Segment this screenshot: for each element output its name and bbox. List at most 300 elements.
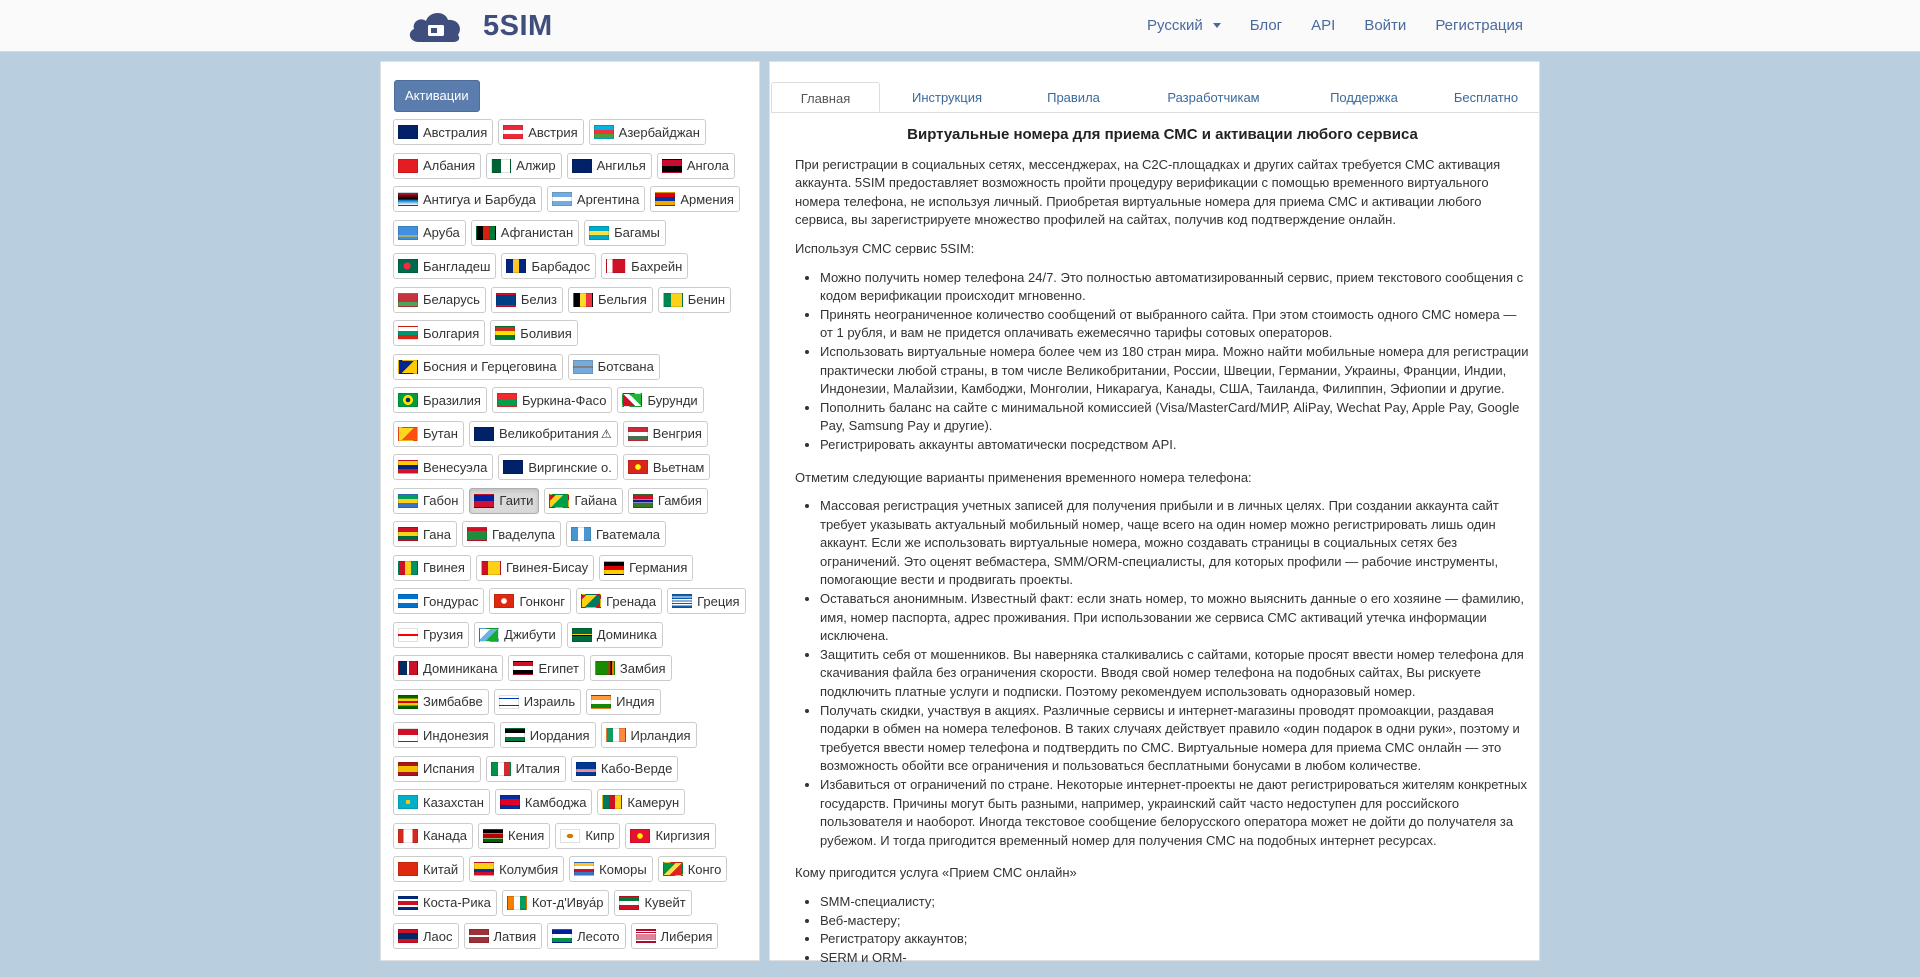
country-row <box>393 856 753 883</box>
country-label: Болгария <box>423 325 480 341</box>
country-button[interactable] <box>544 488 622 514</box>
country-button[interactable] <box>393 823 473 849</box>
country-button[interactable] <box>393 722 495 748</box>
flag-hu-icon <box>628 427 648 441</box>
country-button[interactable] <box>393 488 464 514</box>
country-button[interactable] <box>601 253 688 279</box>
list-item: • Избавиться от ограничений по стране. Некоторые интернет-проекты не дают регистрироваться жителям конкретных государств. Причины могут быть разными, например, украинский сайт часто недоступен для российского пользователя и наоборот. Иногда текстовое сообщение белорусского оператора может не дойти до получателя за рубежом. И тогда пригодится временный номер для получения СМС на подобных интернет ресурсах. <box>820 776 1530 850</box>
country-label: Гайана <box>574 493 617 508</box>
tab-item[interactable]: Разработчикам <box>1167 90 1260 105</box>
country-button[interactable] <box>571 756 678 782</box>
flag-bw-icon <box>573 360 593 374</box>
language-label: Русский <box>1147 17 1203 34</box>
country-button[interactable] <box>586 689 660 715</box>
nav-api-link[interactable]: API <box>1311 17 1336 34</box>
country-label: Афганистан <box>500 225 574 240</box>
flag-cr-icon <box>398 896 418 910</box>
flag-il-icon <box>499 695 519 709</box>
flag-gn-icon <box>398 561 418 575</box>
article-title: Виртуальные номера для приема СМС и активации любого сервиса <box>907 126 1418 143</box>
country-button[interactable] <box>623 454 711 480</box>
country-button[interactable] <box>502 890 610 916</box>
flag-gy-icon <box>549 494 569 508</box>
flag-bb-icon <box>506 259 526 273</box>
country-label: Бурунди <box>647 392 698 408</box>
flag-gh-icon <box>398 527 418 541</box>
country-label: Индия <box>616 694 655 709</box>
flag-az-icon <box>594 125 614 139</box>
country-label: Кот-д'Ивуа́р <box>531 895 604 910</box>
country-button[interactable] <box>576 588 662 614</box>
country-button[interactable] <box>393 655 503 681</box>
flag-dj-icon <box>479 628 499 642</box>
country-label: Бахрейн <box>631 258 683 274</box>
list3-title: Кому пригодится услуга «Прием СМС онлайн» <box>795 865 1077 881</box>
list-item: • SERM и ORM- <box>820 949 1530 968</box>
country-button[interactable] <box>393 119 493 145</box>
country-label: Гондурас <box>423 593 479 609</box>
country-label: Испания <box>423 761 475 776</box>
flag-ai-icon <box>572 159 592 173</box>
country-label: Лесото <box>577 928 620 944</box>
country-label: Ботсвана <box>597 359 654 374</box>
nav-blog-link[interactable]: Блог <box>1249 17 1283 34</box>
country-button[interactable] <box>393 153 481 179</box>
country-button[interactable] <box>471 220 579 246</box>
article-intro: При регистрации в социальных сетях, мессенджерах, на C2C-площадках и других сайтах требуется СМС активация аккаунта. 5SIM предоставляет возможность пройти процедуру верификации с помощью временного виртуального номера телефона, не используя личный. Приобретая виртуальные номера для приема СМС и активации любого сервиса, вы зарегистрируете множество профилей на сайтах, получив код подтверждение онлайн. <box>795 156 1501 228</box>
flag-cm-icon <box>602 795 622 809</box>
flag-jo-icon <box>505 728 525 742</box>
country-button[interactable] <box>657 153 735 179</box>
country-button[interactable] <box>658 287 731 313</box>
flag-ar-icon <box>552 192 572 206</box>
country-button[interactable] <box>469 421 618 447</box>
list1-title: Используя СМС сервис 5SIM: <box>795 240 975 256</box>
flag-bz-icon <box>496 293 516 307</box>
country-row <box>393 555 753 582</box>
country-row <box>393 488 753 515</box>
country-label: Египет <box>538 660 579 676</box>
list-item: • Принять неограниченное количество сообщений от выбранного сайта. При этом стоимость одного СМС номера — от 1 рубля, и вам не придется оплачивать ежемесячно тарифы сотовых операторов. <box>820 306 1530 343</box>
country-label: Иордания <box>529 727 590 743</box>
flag-ca-icon <box>398 829 418 843</box>
country-button[interactable] <box>501 253 596 279</box>
list-item: • Веб-мастеру; <box>820 912 1530 931</box>
flag-bg-icon <box>398 326 418 340</box>
country-button[interactable] <box>476 555 594 581</box>
flag-by-icon <box>398 293 418 307</box>
flag-lr-icon <box>636 929 656 943</box>
country-button[interactable] <box>393 387 487 413</box>
nav-register-link[interactable]: Регистрация <box>1435 17 1523 34</box>
flag-gd-icon <box>581 594 601 608</box>
list-item: • SMM-специалисту; <box>820 893 1530 912</box>
country-row <box>393 655 753 682</box>
flag-ci-icon <box>507 896 527 910</box>
country-label: Гренада <box>606 593 657 609</box>
flag-kw-icon <box>619 896 639 910</box>
country-button[interactable] <box>393 354 563 380</box>
flag-do-icon <box>398 661 418 675</box>
country-label: Венгрия <box>652 426 702 441</box>
country-button[interactable] <box>500 722 596 748</box>
country-button[interactable] <box>478 823 550 849</box>
country-label: Кувейт <box>644 895 686 910</box>
country-label: Конго <box>687 861 722 877</box>
country-button[interactable] <box>393 890 497 916</box>
flag-cv-icon <box>576 762 596 776</box>
language-dropdown[interactable] <box>1147 17 1221 34</box>
article <box>795 126 1530 977</box>
country-label: Либерия <box>660 928 713 944</box>
country-label: Доминикана <box>423 660 498 676</box>
country-button[interactable] <box>628 488 708 514</box>
flag-ag-icon <box>398 192 418 206</box>
list-item: • Регистратору аккаунтов; <box>820 930 1530 949</box>
country-label: Боливия <box>520 325 572 341</box>
country-label: Албания <box>423 158 476 173</box>
country-row <box>393 890 753 917</box>
country-button[interactable] <box>393 253 496 279</box>
flag-eg-icon <box>513 661 533 675</box>
country-label: Гана <box>423 526 451 542</box>
flag-in-icon <box>591 695 611 709</box>
country-label: Италия <box>515 761 560 776</box>
chevron-down-icon <box>1213 23 1221 28</box>
country-row <box>393 287 753 314</box>
country-button[interactable] <box>462 521 561 547</box>
country-row <box>393 588 753 615</box>
flag-dm-icon <box>572 628 592 642</box>
country-button[interactable] <box>597 789 685 815</box>
flag-gb-icon <box>474 427 494 441</box>
flag-cn-icon <box>398 862 418 876</box>
flag-cy-icon <box>560 829 580 843</box>
list-item: • Получать скидки, участвуя в акциях. Различные сервисы и интернет-магазины проводят промоакции, раздавая подарки в обмен на номера телефонов. В таких случаях действует правило «один подарок в одни руки», поэтому и требуется ввести номер телефона и подтвердить по СМС. Виртуальные номера для приема СМС онлайн — это возможность обойти все ограничения и пользоваться бесплатными бонусами в любом количестве. <box>820 702 1530 776</box>
flag-ba-icon <box>398 360 418 374</box>
flag-de-icon <box>604 561 624 575</box>
flag-gp-icon <box>467 527 487 541</box>
list-item: • Массовая регистрация учетных записей для получения прибыли и в личных целях. При создании аккаунта сайт требует указывать актуальный мобильный номер, чаще всего на один номер можно регистрировать лишь один аккаунт. Если же использовать виртуальные номера, можно создавать страницы в социальных сетях без ограничений. Это оценят вебмастера, SMM/ORM-специалисты, для которых профили — рабочие инструменты, помогающие вести и продвигать проекты. <box>820 497 1530 590</box>
country-label: Гватемала <box>596 526 661 542</box>
country-row <box>393 454 753 481</box>
country-button[interactable] <box>631 923 719 949</box>
country-label: Армения <box>680 191 734 207</box>
tab-item[interactable]: Инструкция <box>912 90 982 105</box>
country-button[interactable] <box>393 287 486 313</box>
country-button[interactable] <box>569 856 653 882</box>
cloud-sim-icon <box>405 8 465 44</box>
country-row <box>393 521 753 548</box>
flag-bh-icon <box>606 259 626 273</box>
flag-gw-icon <box>481 561 501 575</box>
country-label: Джибути <box>504 627 556 642</box>
flag-at-icon <box>503 125 523 139</box>
country-button[interactable] <box>393 454 493 480</box>
country-label: Доминика <box>596 627 657 642</box>
flag-au-icon <box>398 125 418 139</box>
country-row <box>393 220 753 247</box>
country-label: Зимбабве <box>423 694 483 709</box>
country-label: Беларусь <box>423 292 480 307</box>
list3 <box>795 893 1530 967</box>
country-button[interactable] <box>498 454 617 480</box>
country-button[interactable] <box>617 387 703 413</box>
flag-ge-icon <box>398 628 418 642</box>
flag-ht-icon <box>474 494 494 508</box>
country-label: Буркина-Фасо <box>521 392 607 408</box>
country-button[interactable] <box>393 856 464 882</box>
country-button[interactable] <box>601 722 697 748</box>
list2 <box>795 497 1530 850</box>
country-button[interactable] <box>667 588 746 614</box>
flag-ie-icon <box>606 728 626 742</box>
country-label: Кабо-Верде <box>600 761 673 776</box>
country-label: Венесуэла <box>423 459 488 475</box>
country-label: Бенин <box>687 292 726 307</box>
country-button[interactable] <box>568 354 660 380</box>
country-label: Бельгия <box>598 292 647 307</box>
country-label: Азербайджан <box>618 124 700 140</box>
flag-be-icon <box>573 293 593 307</box>
country-label: Коморы <box>599 861 647 877</box>
country-button[interactable] <box>650 186 740 212</box>
flag-la-icon <box>398 929 418 943</box>
country-label: Казахстан <box>423 794 484 810</box>
tab-item[interactable]: Правила <box>1047 90 1100 105</box>
country-label: Бутан <box>423 426 458 441</box>
country-button[interactable] <box>508 655 584 681</box>
flag-al-icon <box>398 159 418 173</box>
flag-kz-icon <box>398 795 418 809</box>
country-button[interactable] <box>589 119 706 145</box>
country-label: Грузия <box>423 627 464 642</box>
flag-aw-icon <box>398 226 418 240</box>
country-label: Ирландия <box>630 727 691 743</box>
flag-am-icon <box>655 192 675 206</box>
country-label: Белиз <box>520 292 557 307</box>
flag-gm-icon <box>633 494 653 508</box>
country-button[interactable] <box>625 823 715 849</box>
country-label: Австралия <box>423 124 488 140</box>
brand-logo[interactable] <box>405 8 553 44</box>
main-content-panel <box>769 61 1540 965</box>
flag-ls-icon <box>552 929 572 943</box>
country-label: Латвия <box>493 928 537 944</box>
country-label: Колумбия <box>499 861 559 877</box>
activations-button[interactable]: Активации <box>394 80 480 112</box>
country-button[interactable] <box>590 655 672 681</box>
country-label: Аруба <box>423 225 460 240</box>
country-label: Барбадос <box>531 258 591 274</box>
country-button[interactable] <box>393 220 466 246</box>
flag-bd-icon <box>398 259 418 273</box>
country-button[interactable] <box>393 789 490 815</box>
country-label: Канада <box>423 828 468 843</box>
country-label: Замбия <box>619 660 666 676</box>
country-button[interactable] <box>494 689 581 715</box>
flag-bf-icon <box>497 393 517 407</box>
flag-hk-icon <box>494 594 514 608</box>
country-row <box>393 354 753 381</box>
flag-it-icon <box>491 762 511 776</box>
country-button[interactable] <box>393 689 489 715</box>
list-item: • Пополнить баланс на сайте с минимальной комиссией (Visa/MasterCard/МИР, AliPay, Wechat Pay, Apple Pay, Google Pay, Samsung Pay и другие). <box>820 399 1530 436</box>
nav-login-link[interactable]: Войти <box>1364 17 1407 34</box>
country-label: Гаити <box>499 493 534 508</box>
country-button[interactable] <box>393 622 469 648</box>
country-label: Великобритания <box>498 426 599 441</box>
flag-ga-icon <box>398 494 418 508</box>
country-row <box>393 722 753 749</box>
country-label: Гвинея <box>423 560 465 575</box>
country-label: Габон <box>423 493 459 508</box>
country-button[interactable] <box>393 320 485 346</box>
country-button[interactable] <box>393 555 471 581</box>
country-button[interactable] <box>495 789 593 815</box>
top-navbar <box>0 0 1920 52</box>
country-label: Китай <box>423 861 459 877</box>
country-button[interactable] <box>555 823 620 849</box>
flag-ao-icon <box>662 159 682 173</box>
country-row <box>393 186 753 213</box>
country-label: Индонезия <box>423 727 489 743</box>
country-label: Кения <box>508 828 545 843</box>
country-button[interactable] <box>491 287 563 313</box>
flag-lv-icon <box>469 929 489 943</box>
country-label: Киргизия <box>655 828 710 843</box>
country-button[interactable] <box>658 856 728 882</box>
main-tabs <box>771 82 1539 113</box>
flag-kg-icon <box>630 829 650 843</box>
flag-gt-icon <box>571 527 591 541</box>
country-label: Аргентина <box>576 191 640 207</box>
country-row <box>393 421 753 448</box>
tab-item[interactable]: Главная <box>771 82 880 112</box>
list-item: • Можно получить номер телефона 24/7. Это полностью автоматизированный сервис, прием текстового сообщения с кодом верификации происходит мгновенно. <box>820 269 1530 306</box>
country-button[interactable] <box>469 488 539 514</box>
country-label: Ангилья <box>596 158 646 173</box>
country-button[interactable] <box>599 555 693 581</box>
country-label: Бразилия <box>423 392 481 408</box>
country-row <box>393 823 753 850</box>
country-row <box>393 153 753 180</box>
country-button[interactable] <box>393 756 481 782</box>
country-label: Виргинские о. <box>528 459 612 475</box>
country-row <box>393 689 753 716</box>
country-button[interactable] <box>568 287 653 313</box>
country-button[interactable] <box>393 421 464 447</box>
tab-item[interactable]: Поддержка <box>1330 90 1398 105</box>
country-label: Германия <box>629 560 688 575</box>
country-label: Вьетнам <box>652 459 705 475</box>
country-button[interactable] <box>547 186 645 212</box>
flag-vn-icon <box>628 460 648 474</box>
country-button[interactable] <box>492 387 613 413</box>
country-button[interactable] <box>486 756 566 782</box>
country-label: Коста-Рика <box>423 895 491 910</box>
country-row <box>393 622 753 649</box>
flag-bj-icon <box>663 293 683 307</box>
flag-br-icon <box>398 393 418 407</box>
country-button[interactable] <box>623 421 708 447</box>
flag-gr-icon <box>672 594 692 608</box>
country-row <box>393 387 753 414</box>
country-button[interactable] <box>486 153 561 179</box>
warning-icon: ⚠ <box>600 426 612 441</box>
country-label: Греция <box>697 593 740 609</box>
country-label: Гваделупа <box>491 526 555 542</box>
country-label: Алжир <box>516 158 556 173</box>
country-list <box>393 119 753 957</box>
country-button[interactable] <box>547 923 625 949</box>
flag-bi-icon <box>622 393 642 407</box>
country-label: Гамбия <box>657 493 702 508</box>
country-label: Израиль <box>523 694 576 709</box>
flag-af-icon <box>476 226 496 240</box>
country-button[interactable] <box>584 220 666 246</box>
country-row <box>393 923 753 950</box>
country-row <box>393 789 753 816</box>
country-button[interactable] <box>614 890 691 916</box>
country-button[interactable] <box>474 622 562 648</box>
country-button[interactable] <box>567 622 663 648</box>
flag-ve-icon <box>398 460 418 474</box>
country-row <box>393 756 753 783</box>
country-button[interactable] <box>489 588 571 614</box>
country-label: Австрия <box>528 124 578 140</box>
brand-name: 5SIM <box>483 9 553 42</box>
country-label: Антигуа и Барбуда <box>423 191 536 207</box>
list-item: • Защитить себя от мошенников. Вы наверняка сталкивались с сайтами, которые просят ввести номер телефона для скачивания файла без ограничения скорости. Вводя свой номер телефона на подобных сайтах, Вы рискуете подключить платные услуги и подписки. Поэтому рекомендуем использовать одноразовый номер. <box>820 646 1530 702</box>
country-label: Ангола <box>686 158 729 173</box>
country-row <box>393 119 753 146</box>
country-button[interactable] <box>393 923 459 949</box>
country-button[interactable] <box>490 320 578 346</box>
country-label: Кипр <box>585 828 615 843</box>
flag-zw-icon <box>398 695 418 709</box>
country-button[interactable] <box>393 186 542 212</box>
flag-hn-icon <box>398 594 418 608</box>
flag-dz-icon <box>491 159 511 173</box>
country-button[interactable] <box>469 856 564 882</box>
country-label: Босния и Герцеговина <box>423 359 557 374</box>
country-button[interactable] <box>393 588 484 614</box>
country-row <box>393 253 753 280</box>
country-row <box>393 320 753 347</box>
country-label: Багамы <box>614 225 660 240</box>
flag-cg-icon <box>663 862 683 876</box>
tab-item[interactable]: Бесплатно <box>1453 90 1519 105</box>
country-button[interactable] <box>498 119 583 145</box>
top-nav-links <box>1118 0 1523 51</box>
flag-id-icon <box>398 728 418 742</box>
list-item: • Использовать виртуальные номера более чем из 180 стран мира. Можно найти мобильные номера для регистрации практически любой страны, в том числе Великобритании, России, Швеции, Германии, Украины, Франции, Индии, Индонезии, Малайзии, Камбоджи, Монголии, Никарагуа, Канады, США, Таиланда, Филиппин, Эфиопии и другие. <box>820 343 1530 399</box>
country-label: Бангладеш <box>423 258 491 274</box>
flag-bt-icon <box>398 427 418 441</box>
flag-es-icon <box>398 762 418 776</box>
list-item: • Оставаться анонимным. Известный факт: если знать номер, то можно выяснить данные о его хозяине — фамилию, имя, номер паспорта, адрес проживания. При использовании же сервиса СМС активаций утечка информации исключена. <box>820 590 1530 646</box>
list-item: • Регистрировать аккаунты автоматически посредством API. <box>820 436 1530 455</box>
country-button[interactable] <box>464 923 543 949</box>
country-button[interactable] <box>567 153 652 179</box>
country-button[interactable] <box>566 521 666 547</box>
flag-bo-icon <box>495 326 515 340</box>
country-button[interactable] <box>393 521 457 547</box>
list1 <box>795 269 1530 455</box>
flag-co-icon <box>474 862 494 876</box>
flag-km-icon <box>574 862 594 876</box>
